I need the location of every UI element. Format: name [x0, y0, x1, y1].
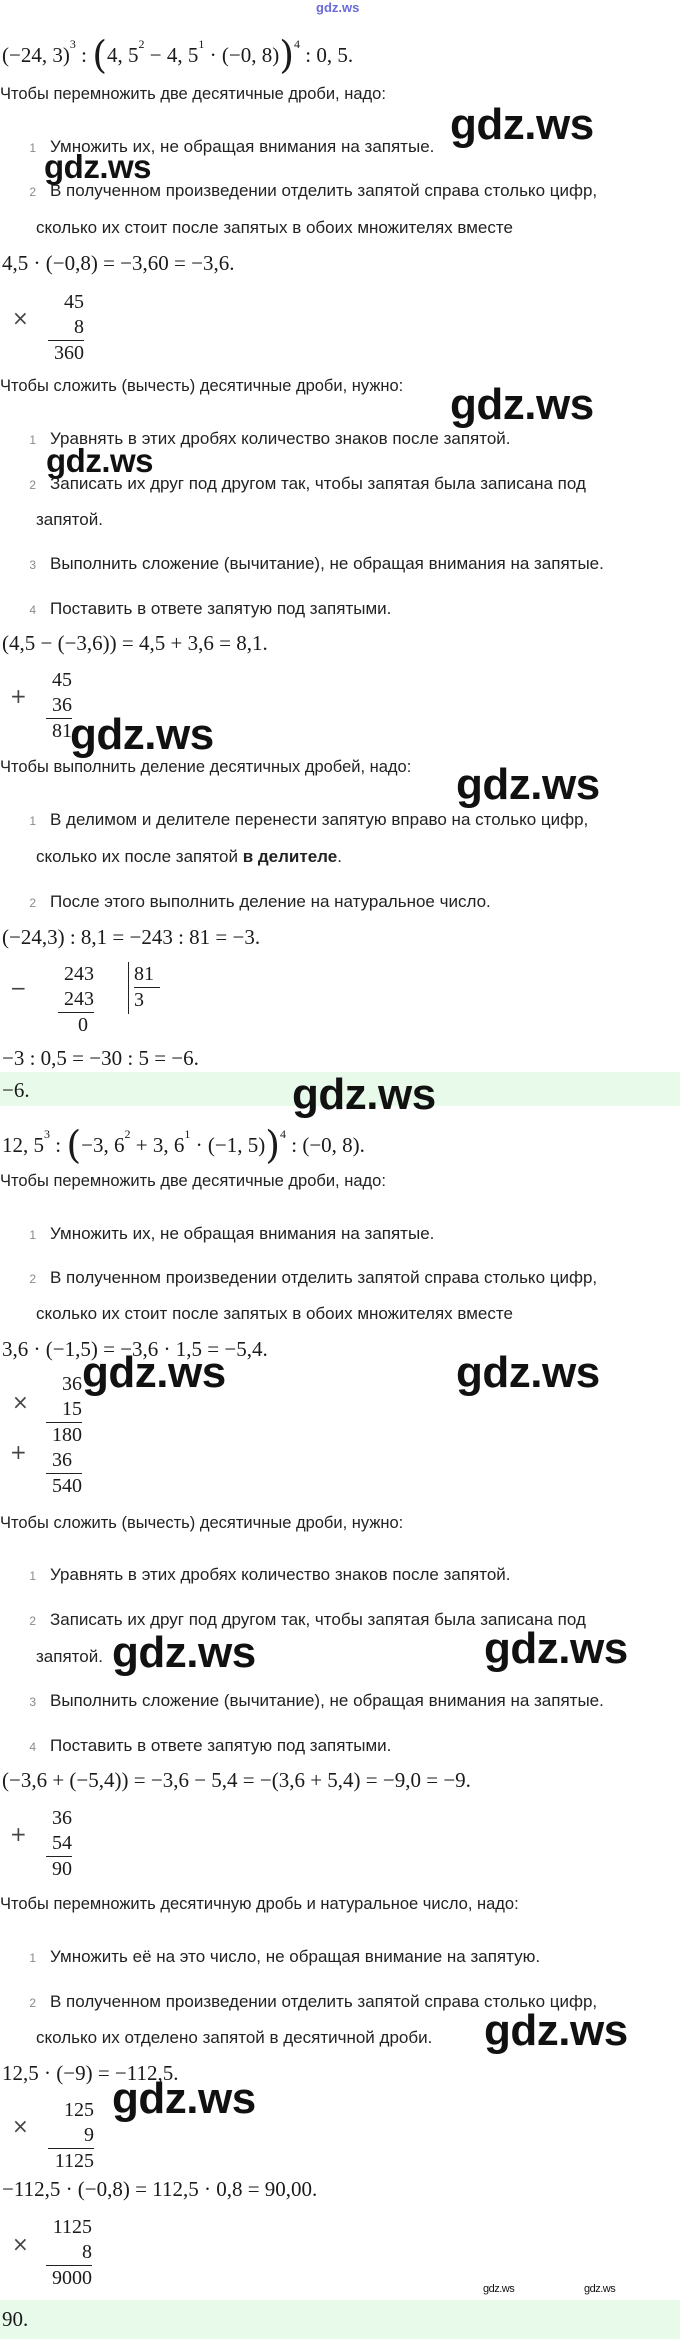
watermark: gdz.ws: [450, 380, 594, 429]
rule-item-cont: сколько их стоит после запятых в обоих множителях вместе: [36, 218, 513, 237]
rule-item: 1 Уравнять в этих дробях количество знаков после запятой.: [29, 1565, 511, 1584]
rule-item: 1 Умножить их, не обращая внимания на запятые.: [29, 1224, 435, 1243]
step-1: 4,5 · (−0,8) = −3,60 = −3,6.: [2, 251, 235, 275]
times-sign: ×: [12, 1390, 29, 1414]
rule-intro: Чтобы перемножить две десятичные дроби, надо:: [0, 1172, 386, 1190]
top-watermark: gdz.ws: [316, 0, 360, 15]
col-row: 9: [48, 2123, 94, 2149]
rule-intro: Чтобы выполнить деление десятичных дробей, надо:: [0, 758, 412, 776]
watermark: gdz.ws: [112, 1628, 256, 1677]
answer-1: −6.: [2, 1078, 30, 1102]
col-row: 9000: [52, 2267, 92, 2289]
watermark: gdz.ws: [484, 1624, 628, 1673]
rule-item: 2 После этого выполнить деление на натуральное число.: [29, 892, 491, 911]
watermark: gdz.ws: [112, 2074, 256, 2123]
column-multiplication-3: [48, 2098, 94, 2174]
col-row: 36: [52, 1807, 72, 1829]
rule-intro: Чтобы сложить (вычесть) десятичные дроби, нужно:: [0, 1514, 404, 1532]
order-mark: 3: [69, 37, 76, 51]
rule-item: 2 В полученном произведении отделить запятой справа столько цифр,: [29, 1268, 598, 1287]
col-row: 54: [46, 1831, 72, 1857]
col-row: 81: [52, 720, 72, 742]
watermark: gdz.ws: [46, 442, 154, 479]
col-row: 36: [46, 693, 72, 719]
plus-sign: +: [10, 684, 27, 708]
remainder: 0: [78, 1014, 88, 1036]
rule-item: 3 Выполнить сложение (вычитание), не обращая внимания на запятые.: [29, 1691, 604, 1710]
rule-item-cont: сколько их отделено запятой в десятичной дроби.: [36, 2028, 433, 2047]
col-row: 360: [54, 342, 84, 364]
quotient: 3: [134, 989, 144, 1011]
column-multiplication-4: [46, 2215, 92, 2291]
rule-item-cont: запятой.: [36, 1647, 103, 1666]
step-4: −3 : 0,5 = −30 : 5 = −6.: [2, 1046, 199, 1070]
step-7: 12,5 · (−9) = −112,5.: [2, 2061, 179, 2085]
rule-item: 3 Выполнить сложение (вычитание), не обращая внимания на запятые.: [29, 554, 604, 573]
watermark: gdz.ws: [292, 1070, 436, 1119]
times-sign: ×: [12, 2232, 29, 2256]
rule-item: 2 В полученном произведении отделить запятой справа столько цифр,: [29, 181, 598, 200]
col-row: 15: [46, 1397, 82, 1423]
answer-2: 90.: [2, 2307, 29, 2331]
expression-2: 12, $5^3$ : (−3, $6^2 + 3$, $6^1 \cdot (-1$, 5))$^4$ : (−0, 8).: [2, 1123, 365, 1167]
times-sign: ×: [12, 306, 29, 330]
watermark: gdz.ws: [456, 1348, 600, 1397]
rule-intro: Чтобы сложить (вычесть) десятичные дроби, нужно:: [0, 377, 404, 395]
answer-band: [0, 2300, 680, 2339]
step-6: (−3,6 + (−5,4)) = −3,6 − 5,4 = −(3,6 + 5,4) = −9,0 = −9.: [2, 1768, 471, 1792]
plus-sign: +: [10, 1822, 27, 1846]
col-row: 45: [52, 669, 72, 691]
rule-item: 1 Умножить её на это число, не обращая внимание на запятую.: [29, 1947, 541, 1966]
step-3: (−24,3) : 8,1 = −243 : 81 = −3.: [2, 925, 261, 949]
rule-item: 2 Записать их друг под другом так, чтобы запятая была записана под: [29, 1610, 586, 1629]
division-bar: [128, 962, 129, 1014]
rule-item: 2 Записать их друг под другом так, чтобы запятая была записана под: [29, 474, 586, 493]
col-row: 1125: [52, 2216, 92, 2238]
watermark: gdz.ws: [584, 2283, 616, 2295]
step-8: −112,5 · (−0,8) = 112,5 · 0,8 = 90,00.: [2, 2177, 318, 2201]
col-row: 8: [46, 2240, 92, 2266]
rule-item-cont: сколько их стоит после запятых в обоих множителях вместе: [36, 1304, 513, 1323]
rule-item-cont: сколько их после запятой в делителе.: [36, 847, 342, 866]
col-row: 45: [64, 291, 84, 313]
col-row: 90: [52, 1858, 72, 1880]
col-row: 36: [46, 1448, 82, 1474]
watermark: gdz.ws: [44, 148, 152, 185]
rule-item: 2 В полученном произведении отделить запятой справа столько цифр,: [29, 1992, 598, 2011]
order-mark: 4: [294, 37, 301, 51]
watermark: gdz.ws: [456, 760, 600, 809]
watermark: gdz.ws: [70, 710, 214, 759]
column-addition-1: [46, 668, 72, 744]
col-row: 125: [64, 2099, 94, 2121]
order-mark: 4: [280, 1127, 287, 1141]
order-mark: 1: [184, 1127, 191, 1141]
divisor: 81: [134, 962, 160, 988]
column-multiplication-2: [46, 1372, 82, 1499]
watermark: gdz.ws: [484, 2006, 628, 2055]
col-row: 540: [52, 1475, 82, 1497]
rule-intro: Чтобы перемножить две десятичные дроби, надо:: [0, 85, 386, 103]
long-division-left: [58, 962, 94, 1038]
col-row: 8: [48, 315, 84, 341]
long-division-right: [134, 962, 160, 1013]
step-5: 3,6 · (−1,5) = −3,6 · 1,5 = −5,4.: [2, 1337, 268, 1361]
expression-1: (−24, 3)$^3$ : (4, $5^2 - 4$, $5^1 \cdot (-0$, 8))$^4$ : 0, 5.: [2, 33, 354, 77]
column-addition-2: [46, 1806, 72, 1882]
rule-item: 1 Уравнять в этих дробях количество знаков после запятой.: [29, 429, 511, 448]
col-row: 180: [52, 1424, 82, 1446]
column-multiplication-1: [48, 290, 84, 366]
order-mark: 1: [198, 37, 205, 51]
col-row: 36: [62, 1373, 82, 1395]
rule-intro: Чтобы перемножить десятичную дробь и натуральное число, надо:: [0, 1895, 519, 1913]
rule-item-cont: запятой.: [36, 510, 103, 529]
rule-item: 4 Поставить в ответе запятую под запятыми.: [29, 599, 392, 618]
order-mark: 2: [124, 1127, 131, 1141]
step-2: (4,5 − (−3,6)) = 4,5 + 3,6 = 8,1.: [2, 631, 268, 655]
watermark: gdz.ws: [483, 2283, 515, 2295]
rule-item: 4 Поставить в ответе запятую под запятыми.: [29, 1736, 392, 1755]
order-mark: 3: [44, 1127, 50, 1141]
minus-sign: −: [10, 976, 27, 1000]
plus-sign: +: [10, 1440, 27, 1464]
times-sign: ×: [12, 2114, 29, 2138]
rule-item: 1 Умножить их, не обращая внимания на запятые.: [29, 137, 435, 156]
watermark: gdz.ws: [450, 100, 594, 149]
dividend: 243: [64, 963, 94, 985]
rule-item: 1 В делимом и делителе перенести запятую вправо на столько цифр,: [29, 810, 589, 829]
col-row: 1125: [54, 2150, 94, 2172]
order-mark: 2: [138, 37, 145, 51]
watermark: gdz.ws: [82, 1348, 226, 1397]
subtrahend: 243: [58, 987, 94, 1013]
